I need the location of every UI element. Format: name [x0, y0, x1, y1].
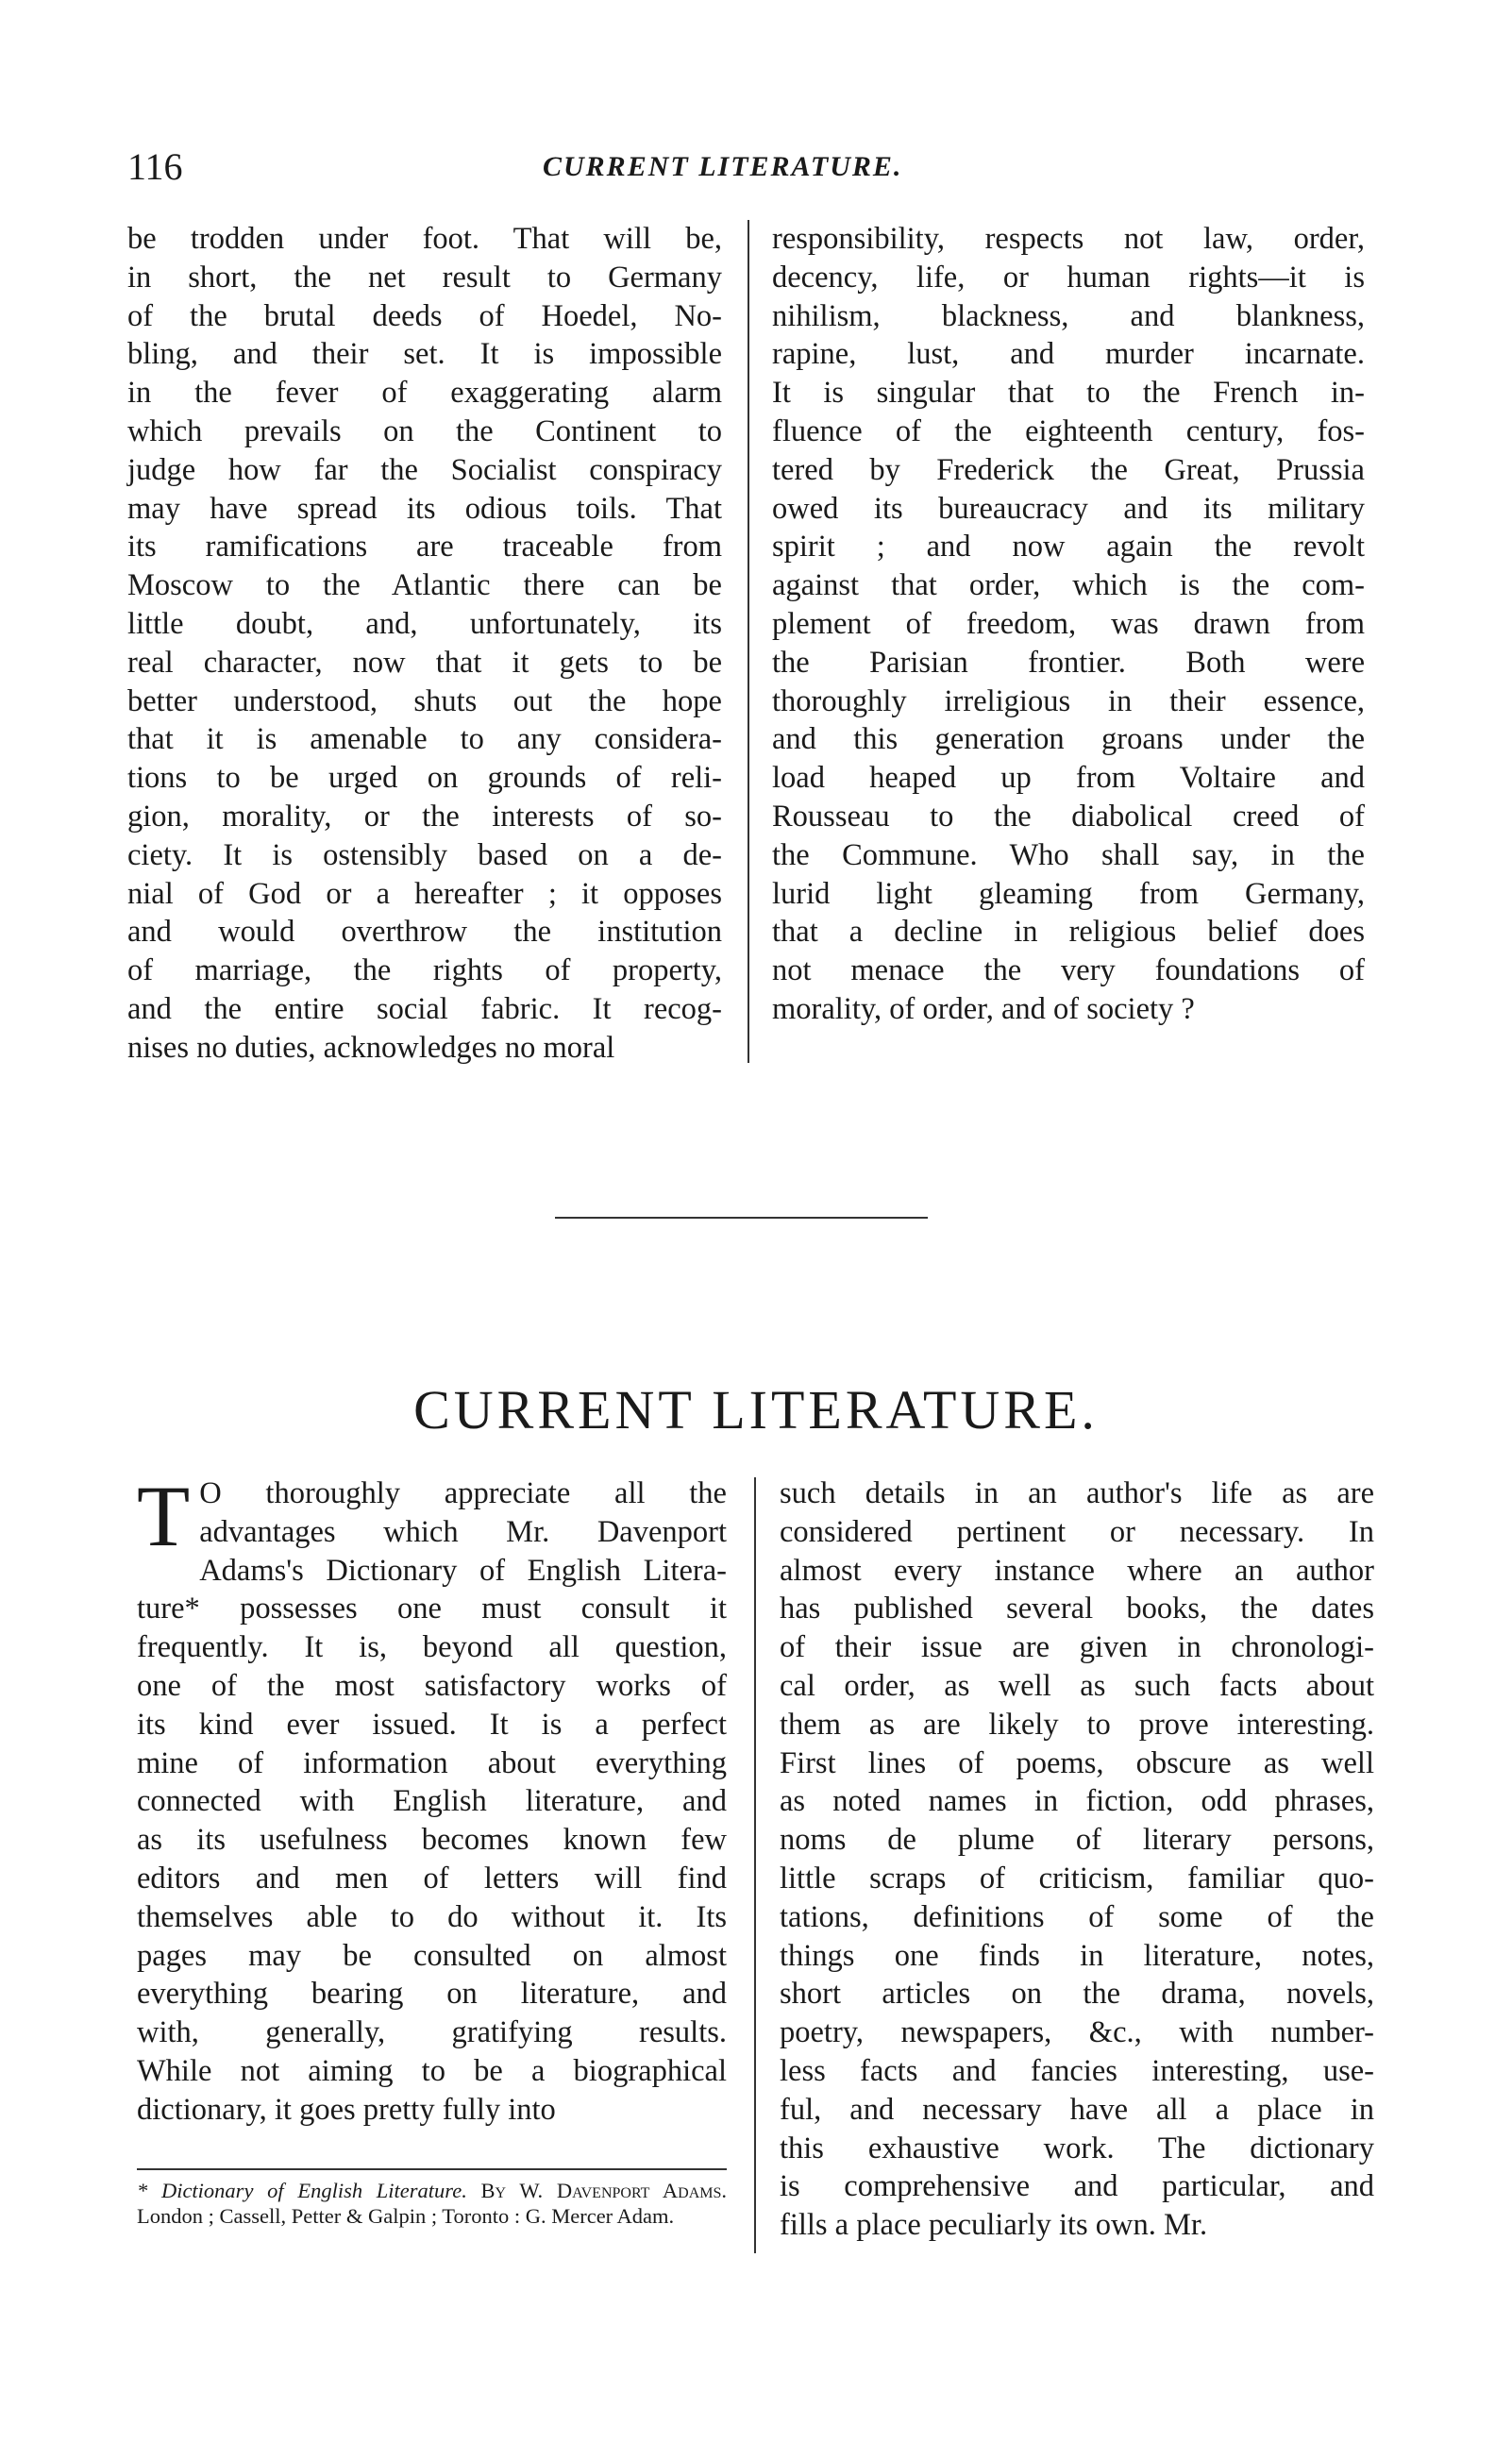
text-line: this exhaustive work. The dictionary [780, 2131, 1374, 2165]
text-line: such details in an author's life as are [780, 1476, 1374, 1510]
text-line: fluence of the eighteenth century, fos- [772, 413, 1365, 448]
text-line: considered pertinent or necessary. In [780, 1514, 1374, 1549]
text-line: its kind ever issued. It is a perfect [137, 1707, 727, 1742]
text-line: may have spread its odious toils. That [127, 491, 722, 526]
text-line: decency, life, or human rights—it is [772, 260, 1365, 295]
text-line: with, generally, gratifying results. [137, 2015, 727, 2050]
text-line: short articles on the drama, novels, [780, 1977, 1374, 2012]
text-line: things one finds in literature, notes, [780, 1938, 1374, 1973]
text-line: the Commune. Who shall say, in the [772, 837, 1365, 872]
text-line: real character, now that it gets to be [127, 645, 722, 680]
footnote-imprint: London ; Cassell, Petter & Galpin ; Toronto : G. Mercer Adam. [137, 2204, 675, 2228]
column-rule-top [748, 220, 749, 1063]
text-line: that it is amenable to any considera- [127, 722, 722, 757]
footnote [137, 2178, 727, 2229]
text-line: and this generation groans under the [772, 722, 1365, 757]
text-line: pages may be consulted on almost [137, 1938, 727, 1973]
text-line: gion, morality, or the interests of so- [127, 799, 722, 834]
text-line: While not aiming to be a biographical [137, 2053, 727, 2088]
text-line: which prevails on the Continent to [127, 413, 722, 448]
text-line: Adams's Dictionary of English Litera- [199, 1553, 727, 1588]
text-line: of the brutal deeds of Hoedel, No- [127, 298, 722, 333]
text-line: themselves able to do without it. Its [137, 1899, 727, 1934]
text-line: First lines of poems, obscure as well [780, 1745, 1374, 1780]
text-line: against that order, which is the com- [772, 568, 1365, 603]
text-line: noms de plume of literary persons, [780, 1823, 1374, 1858]
text-line: thoroughly irreligious in their essence, [772, 683, 1365, 718]
text-line: that a decline in religious belief does [772, 915, 1365, 950]
footnote-author: By W. Davenport Adams. [480, 2179, 728, 2202]
text-line: ture* possesses one must consult it [137, 1592, 727, 1626]
text-line: everything bearing on literature, and [137, 1977, 727, 2012]
text-line: better understood, shuts out the hope [127, 683, 722, 718]
text-line: in short, the net result to Germany [127, 260, 722, 295]
footnote-rule [137, 2168, 727, 2170]
text-line: load heaped up from Voltaire and [772, 761, 1365, 796]
text-line: be trodden under foot. That will be, [127, 222, 722, 256]
column-bottom-left [137, 1468, 727, 2130]
column-bottom-right [780, 1474, 1374, 2245]
text-line: them as are likely to prove interesting. [780, 1707, 1374, 1742]
text-line: Rousseau to the diabolical creed of [772, 799, 1365, 834]
text-line: tations, definitions of some of the [780, 1899, 1374, 1934]
text-line: O thoroughly appreciate all the [199, 1476, 727, 1510]
text-line: ciety. It is ostensibly based on a de- [127, 837, 722, 872]
running-title: CURRENT LITERATURE. [543, 151, 903, 182]
page-number: 116 [127, 145, 183, 188]
text-line: as its usefulness becomes known few [137, 1823, 727, 1858]
text-line: less facts and fancies interesting, use- [780, 2053, 1374, 2088]
column-top-left [127, 220, 722, 1068]
text-line: judge how far the Socialist conspiracy [127, 452, 722, 487]
text-line: tered by Frederick the Great, Prussia [772, 452, 1365, 487]
text-line: and would overthrow the institution [127, 915, 722, 950]
text-line: little scraps of criticism, familiar quo- [780, 1861, 1374, 1895]
text-line: poetry, newspapers, &c., with number- [780, 2015, 1374, 2050]
text-line: morality, of order, and of society ? [772, 991, 1195, 1026]
column-top-right [772, 220, 1365, 1029]
text-line: bling, and their set. It is impossible [127, 337, 722, 372]
text-line: cal order, as well as such facts about [780, 1668, 1374, 1703]
text-line: of marriage, the rights of property, [127, 953, 722, 988]
running-head [127, 143, 1354, 191]
text-line: plement of freedom, was drawn from [772, 606, 1365, 641]
text-line: fills a place peculiarly its own. Mr. [780, 2208, 1208, 2243]
text-line: the Parisian frontier. Both were [772, 645, 1365, 680]
text-line: and the entire social fabric. It recog- [127, 991, 722, 1026]
text-line: frequently. It is, beyond all question, [137, 1630, 727, 1665]
section-title: CURRENT LITERATURE. [413, 1378, 1099, 1441]
text-line: almost every instance where an author [780, 1553, 1374, 1588]
text-line: spirit ; and now again the revolt [772, 530, 1365, 564]
text-line: responsibility, respects not law, order, [772, 222, 1365, 256]
text-line: editors and men of letters will find [137, 1861, 727, 1895]
text-line: connected with English literature, and [137, 1784, 727, 1819]
text-line: its ramifications are traceable from [127, 530, 722, 564]
text-line: advantages which Mr. Davenport [199, 1514, 727, 1549]
text-line: of their issue are given in chronologi- [780, 1630, 1374, 1665]
text-line: is comprehensive and particular, and [780, 2169, 1374, 2204]
text-line: nial of God or a hereafter ; it opposes [127, 876, 722, 911]
text-line: in the fever of exaggerating alarm [127, 376, 722, 411]
text-line: not menace the very foundations of [772, 953, 1365, 988]
text-line: little doubt, and, unfortunately, its [127, 606, 722, 641]
text-line: as noted names in fiction, odd phrases, [780, 1784, 1374, 1819]
text-line: has published several books, the dates [780, 1592, 1374, 1626]
section-divider [555, 1217, 928, 1219]
text-line: tions to be urged on grounds of reli- [127, 761, 722, 796]
text-line: rapine, lust, and murder incarnate. [772, 337, 1365, 372]
text-line: owed its bureaucracy and its military [772, 491, 1365, 526]
text-line: dictionary, it goes pretty fully into [137, 2092, 556, 2127]
drop-cap: T [137, 1468, 191, 1564]
text-line: Moscow to the Atlantic there can be [127, 568, 722, 603]
text-line: one of the most satisfactory works of [137, 1668, 727, 1703]
text-line: ful, and necessary have all a place in [780, 2092, 1374, 2127]
footnote-title: * Dictionary of English Literature. [137, 2179, 467, 2202]
text-line: lurid light gleaming from Germany, [772, 876, 1365, 911]
column-rule-bottom [754, 1477, 756, 2253]
text-line: nihilism, blackness, and blankness, [772, 298, 1365, 333]
text-line: It is singular that to the French in- [772, 376, 1365, 411]
text-line: mine of information about everything [137, 1745, 727, 1780]
text-line: nises no duties, acknowledges no moral [127, 1030, 615, 1065]
